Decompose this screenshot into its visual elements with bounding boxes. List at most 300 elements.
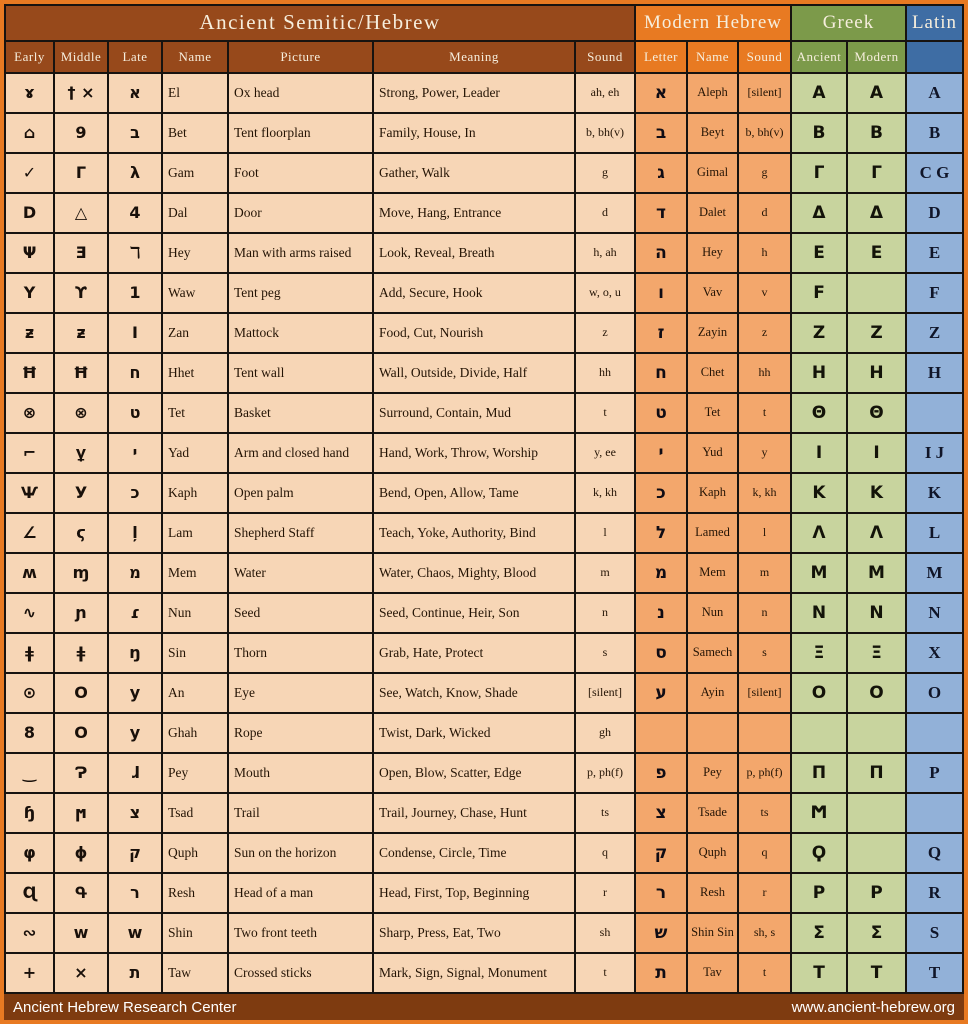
cell-mh_name-row10: Yud <box>688 434 737 472</box>
cell-late-row19: צ <box>109 794 161 832</box>
cell-picture-row19: Trail <box>229 794 372 832</box>
cell-picture-row16: Eye <box>229 674 372 712</box>
cell-mh_letter-row17 <box>636 714 686 752</box>
cell-sound-row10: y, ee <box>576 434 634 472</box>
cell-greek_ancient-row22: Σ <box>792 914 846 952</box>
cell-middle-row17: O <box>55 714 107 752</box>
cell-mh_sound-row14: n <box>739 594 790 632</box>
cell-mh_sound-row18: p, ph(f) <box>739 754 790 792</box>
cell-early-row23: + <box>6 954 53 992</box>
cell-late-row6: 1 <box>109 274 161 312</box>
cell-sound-row20: q <box>576 834 634 872</box>
cell-sound-row16: [silent] <box>576 674 634 712</box>
cell-picture-row8: Tent wall <box>229 354 372 392</box>
cell-sound-row12: l <box>576 514 634 552</box>
cell-greek_modern-row7: Z <box>848 314 905 352</box>
cell-sound-row1: ah, eh <box>576 74 634 112</box>
cell-middle-row19: ϻ <box>55 794 107 832</box>
cell-latin-row17 <box>907 714 962 752</box>
cell-name-row1: El <box>163 74 227 112</box>
cell-sound-row15: s <box>576 634 634 672</box>
cell-late-row20: ק <box>109 834 161 872</box>
cell-meaning-row23: Mark, Sign, Signal, Monument <box>374 954 574 992</box>
cell-middle-row10: ұ <box>55 434 107 472</box>
cell-late-row16: y <box>109 674 161 712</box>
cell-mh_name-row13: Mem <box>688 554 737 592</box>
cell-middle-row9: ⊗ <box>55 394 107 432</box>
cell-greek_modern-row21: Ρ <box>848 874 905 912</box>
cell-early-row20: φ <box>6 834 53 872</box>
cell-early-row18: ‿ <box>6 754 53 792</box>
cell-sound-row6: w, o, u <box>576 274 634 312</box>
cell-meaning-row19: Trail, Journey, Chase, Hunt <box>374 794 574 832</box>
cell-greek_modern-row16: O <box>848 674 905 712</box>
column-header-letter: Letter <box>636 42 686 72</box>
cell-early-row4: D <box>6 194 53 232</box>
cell-mh_name-row6: Vav <box>688 274 737 312</box>
cell-latin-row10: I J <box>907 434 962 472</box>
cell-middle-row13: ɱ <box>55 554 107 592</box>
cell-mh_letter-row20: ק <box>636 834 686 872</box>
footer-website: www.ancient-hebrew.org <box>791 998 955 1016</box>
cell-greek_ancient-row14: N <box>792 594 846 632</box>
cell-mh_sound-row10: y <box>739 434 790 472</box>
cell-sound-row17: gh <box>576 714 634 752</box>
cell-latin-row21: R <box>907 874 962 912</box>
cell-name-row8: Hhet <box>163 354 227 392</box>
cell-picture-row11: Open palm <box>229 474 372 512</box>
cell-middle-row7: ƶ <box>55 314 107 352</box>
cell-greek_modern-row18: Π <box>848 754 905 792</box>
cell-greek_modern-row22: Σ <box>848 914 905 952</box>
cell-name-row14: Nun <box>163 594 227 632</box>
column-header-early: Early <box>6 42 53 72</box>
cell-early-row21: Ɋ <box>6 874 53 912</box>
cell-picture-row15: Thorn <box>229 634 372 672</box>
cell-greek_modern-row6 <box>848 274 905 312</box>
column-header-latin-blank <box>907 42 962 72</box>
cell-mh_sound-row22: sh, s <box>739 914 790 952</box>
cell-greek_ancient-row11: K <box>792 474 846 512</box>
cell-greek_ancient-row5: E <box>792 234 846 272</box>
cell-picture-row20: Sun on the horizon <box>229 834 372 872</box>
cell-mh_letter-row21: ר <box>636 874 686 912</box>
cell-latin-row19 <box>907 794 962 832</box>
cell-greek_ancient-row19: Ϻ <box>792 794 846 832</box>
cell-name-row5: Hey <box>163 234 227 272</box>
cell-mh_letter-row18: פ <box>636 754 686 792</box>
cell-late-row11: כ <box>109 474 161 512</box>
cell-latin-row23: T <box>907 954 962 992</box>
cell-meaning-row2: Family, House, In <box>374 114 574 152</box>
cell-greek_ancient-row10: I <box>792 434 846 472</box>
cell-early-row3: ✓ <box>6 154 53 192</box>
alphabet-table <box>4 4 964 994</box>
cell-mh_sound-row4: d <box>739 194 790 232</box>
cell-middle-row20: ɸ <box>55 834 107 872</box>
cell-mh_name-row16: Ayin <box>688 674 737 712</box>
cell-name-row22: Shin <box>163 914 227 952</box>
cell-greek_ancient-row6: Ϝ <box>792 274 846 312</box>
cell-early-row17: 8 <box>6 714 53 752</box>
cell-name-row6: Waw <box>163 274 227 312</box>
section-title-ancient-semitic-hebrew: Ancient Semitic/Hebrew <box>6 6 634 40</box>
cell-early-row7: ƶ <box>6 314 53 352</box>
cell-greek_modern-row19 <box>848 794 905 832</box>
cell-middle-row23: × <box>55 954 107 992</box>
cell-early-row19: ɧ <box>6 794 53 832</box>
cell-meaning-row6: Add, Secure, Hook <box>374 274 574 312</box>
cell-middle-row6: ϒ <box>55 274 107 312</box>
cell-sound-row23: t <box>576 954 634 992</box>
cell-middle-row8: Ħ <box>55 354 107 392</box>
cell-mh_letter-row19: צ <box>636 794 686 832</box>
cell-meaning-row4: Move, Hang, Entrance <box>374 194 574 232</box>
cell-early-row22: ∾ <box>6 914 53 952</box>
cell-meaning-row9: Surround, Contain, Mud <box>374 394 574 432</box>
cell-late-row18: ɺ <box>109 754 161 792</box>
cell-meaning-row14: Seed, Continue, Heir, Son <box>374 594 574 632</box>
cell-latin-row4: D <box>907 194 962 232</box>
cell-mh_letter-row13: מ <box>636 554 686 592</box>
column-header-middle: Middle <box>55 42 107 72</box>
cell-mh_name-row1: Aleph <box>688 74 737 112</box>
cell-greek_ancient-row20: Ϙ <box>792 834 846 872</box>
cell-latin-row12: L <box>907 514 962 552</box>
cell-greek_ancient-row8: H <box>792 354 846 392</box>
footer-bar <box>4 994 964 1020</box>
cell-mh_name-row4: Dalet <box>688 194 737 232</box>
cell-name-row12: Lam <box>163 514 227 552</box>
cell-meaning-row13: Water, Chaos, Mighty, Blood <box>374 554 574 592</box>
cell-latin-row5: E <box>907 234 962 272</box>
section-title-greek: Greek <box>792 6 905 40</box>
cell-greek_modern-row13: M <box>848 554 905 592</box>
cell-mh_sound-row11: k, kh <box>739 474 790 512</box>
cell-name-row4: Dal <box>163 194 227 232</box>
cell-early-row12: ∠ <box>6 514 53 552</box>
cell-latin-row15: X <box>907 634 962 672</box>
column-header-sound: Sound <box>576 42 634 72</box>
cell-mh_sound-row8: hh <box>739 354 790 392</box>
cell-greek_ancient-row3: Γ <box>792 154 846 192</box>
cell-greek_modern-row17 <box>848 714 905 752</box>
cell-meaning-row12: Teach, Yoke, Authority, Bind <box>374 514 574 552</box>
cell-meaning-row3: Gather, Walk <box>374 154 574 192</box>
cell-sound-row21: r <box>576 874 634 912</box>
cell-early-row2: ⌂ <box>6 114 53 152</box>
cell-name-row13: Mem <box>163 554 227 592</box>
cell-mh_name-row19: Tsade <box>688 794 737 832</box>
cell-mh_sound-row17 <box>739 714 790 752</box>
cell-meaning-row21: Head, First, Top, Beginning <box>374 874 574 912</box>
cell-late-row22: ᴡ <box>109 914 161 952</box>
cell-picture-row17: Rope <box>229 714 372 752</box>
cell-mh_letter-row16: ע <box>636 674 686 712</box>
cell-middle-row2: 9 <box>55 114 107 152</box>
cell-late-row9: ט <box>109 394 161 432</box>
cell-middle-row3: Γ <box>55 154 107 192</box>
cell-sound-row11: k, kh <box>576 474 634 512</box>
cell-sound-row8: hh <box>576 354 634 392</box>
cell-mh_sound-row21: r <box>739 874 790 912</box>
cell-latin-row6: F <box>907 274 962 312</box>
cell-mh_name-row23: Tav <box>688 954 737 992</box>
cell-early-row6: Y <box>6 274 53 312</box>
cell-name-row19: Tsad <box>163 794 227 832</box>
cell-middle-row21: Գ <box>55 874 107 912</box>
cell-mh_letter-row4: ד <box>636 194 686 232</box>
cell-middle-row1: † × <box>55 74 107 112</box>
cell-sound-row19: ts <box>576 794 634 832</box>
cell-mh_name-row18: Pey <box>688 754 737 792</box>
cell-mh_sound-row13: m <box>739 554 790 592</box>
cell-middle-row4: △ <box>55 194 107 232</box>
cell-middle-row11: У <box>55 474 107 512</box>
cell-greek_modern-row20 <box>848 834 905 872</box>
cell-name-row18: Pey <box>163 754 227 792</box>
cell-mh_name-row9: Tet <box>688 394 737 432</box>
cell-mh_name-row3: Gimal <box>688 154 737 192</box>
cell-mh_letter-row5: ה <box>636 234 686 272</box>
cell-mh_letter-row2: ב <box>636 114 686 152</box>
cell-greek_ancient-row23: Τ <box>792 954 846 992</box>
cell-meaning-row20: Condense, Circle, Time <box>374 834 574 872</box>
cell-picture-row5: Man with arms raised <box>229 234 372 272</box>
cell-name-row10: Yad <box>163 434 227 472</box>
cell-mh_letter-row1: א <box>636 74 686 112</box>
cell-late-row10: י <box>109 434 161 472</box>
section-title-modern-hebrew: Modern Hebrew <box>636 6 790 40</box>
cell-meaning-row22: Sharp, Press, Eat, Two <box>374 914 574 952</box>
cell-middle-row15: ǂ <box>55 634 107 672</box>
cell-late-row23: ת <box>109 954 161 992</box>
cell-mh_letter-row11: כ <box>636 474 686 512</box>
cell-latin-row20: Q <box>907 834 962 872</box>
cell-meaning-row8: Wall, Outside, Divide, Half <box>374 354 574 392</box>
column-header-name: Name <box>163 42 227 72</box>
cell-mh_letter-row6: ו <box>636 274 686 312</box>
cell-name-row2: Bet <box>163 114 227 152</box>
cell-meaning-row7: Food, Cut, Nourish <box>374 314 574 352</box>
cell-latin-row18: P <box>907 754 962 792</box>
cell-mh_name-row22: Shin Sin <box>688 914 737 952</box>
cell-greek_ancient-row18: Π <box>792 754 846 792</box>
cell-late-row7: I <box>109 314 161 352</box>
cell-greek_modern-row2: B <box>848 114 905 152</box>
cell-sound-row22: sh <box>576 914 634 952</box>
cell-mh_name-row7: Zayin <box>688 314 737 352</box>
cell-latin-row16: O <box>907 674 962 712</box>
cell-meaning-row16: See, Watch, Know, Shade <box>374 674 574 712</box>
cell-greek_modern-row9: Θ <box>848 394 905 432</box>
cell-greek_ancient-row15: Ξ <box>792 634 846 672</box>
cell-latin-row7: Z <box>907 314 962 352</box>
cell-mh_letter-row7: ז <box>636 314 686 352</box>
cell-greek_ancient-row4: Δ <box>792 194 846 232</box>
cell-mh_letter-row9: ט <box>636 394 686 432</box>
cell-sound-row9: t <box>576 394 634 432</box>
cell-middle-row14: ɲ <box>55 594 107 632</box>
cell-mh_sound-row3: g <box>739 154 790 192</box>
cell-name-row20: Quph <box>163 834 227 872</box>
cell-mh_letter-row14: נ <box>636 594 686 632</box>
cell-name-row7: Zan <box>163 314 227 352</box>
cell-mh_sound-row6: v <box>739 274 790 312</box>
cell-mh_letter-row15: ס <box>636 634 686 672</box>
cell-middle-row22: w <box>55 914 107 952</box>
cell-greek_ancient-row21: Ρ <box>792 874 846 912</box>
cell-sound-row13: m <box>576 554 634 592</box>
cell-mh_sound-row15: s <box>739 634 790 672</box>
cell-mh_sound-row9: t <box>739 394 790 432</box>
cell-latin-row13: M <box>907 554 962 592</box>
cell-sound-row7: z <box>576 314 634 352</box>
cell-mh_name-row11: Kaph <box>688 474 737 512</box>
cell-picture-row22: Two front teeth <box>229 914 372 952</box>
cell-late-row12: ļ <box>109 514 161 552</box>
cell-name-row15: Sin <box>163 634 227 672</box>
cell-mh_name-row14: Nun <box>688 594 737 632</box>
cell-early-row16: ⊙ <box>6 674 53 712</box>
section-title-latin: Latin <box>907 6 962 40</box>
cell-early-row8: Ħ <box>6 354 53 392</box>
cell-picture-row4: Door <box>229 194 372 232</box>
cell-greek_ancient-row9: Θ <box>792 394 846 432</box>
cell-mh_sound-row5: h <box>739 234 790 272</box>
cell-picture-row7: Mattock <box>229 314 372 352</box>
cell-greek_ancient-row1: A <box>792 74 846 112</box>
cell-picture-row9: Basket <box>229 394 372 432</box>
cell-latin-row9 <box>907 394 962 432</box>
cell-name-row11: Kaph <box>163 474 227 512</box>
cell-name-row23: Taw <box>163 954 227 992</box>
cell-greek_ancient-row12: Λ <box>792 514 846 552</box>
cell-greek_modern-row23: Τ <box>848 954 905 992</box>
cell-greek_ancient-row13: M <box>792 554 846 592</box>
cell-sound-row2: b, bh(v) <box>576 114 634 152</box>
cell-latin-row2: B <box>907 114 962 152</box>
cell-picture-row21: Head of a man <box>229 874 372 912</box>
cell-mh_name-row15: Samech <box>688 634 737 672</box>
cell-mh_sound-row12: l <box>739 514 790 552</box>
cell-greek_ancient-row16: O <box>792 674 846 712</box>
cell-name-row3: Gam <box>163 154 227 192</box>
cell-mh_letter-row22: ש <box>636 914 686 952</box>
column-header-late: Late <box>109 42 161 72</box>
cell-mh_name-row21: Resh <box>688 874 737 912</box>
cell-picture-row12: Shepherd Staff <box>229 514 372 552</box>
cell-latin-row8: H <box>907 354 962 392</box>
column-header-greek-ancient: Ancient <box>792 42 846 72</box>
column-header-picture: Picture <box>229 42 372 72</box>
cell-latin-row14: N <box>907 594 962 632</box>
cell-latin-row22: S <box>907 914 962 952</box>
cell-picture-row2: Tent floorplan <box>229 114 372 152</box>
cell-greek_modern-row8: H <box>848 354 905 392</box>
cell-greek_modern-row14: N <box>848 594 905 632</box>
cell-mh_name-row2: Beyt <box>688 114 737 152</box>
cell-latin-row1: A <box>907 74 962 112</box>
cell-early-row5: Ψ <box>6 234 53 272</box>
cell-picture-row3: Foot <box>229 154 372 192</box>
cell-middle-row12: ϛ <box>55 514 107 552</box>
cell-early-row13: ʍ <box>6 554 53 592</box>
cell-greek_modern-row11: K <box>848 474 905 512</box>
cell-greek_modern-row1: A <box>848 74 905 112</box>
cell-mh_sound-row16: [silent] <box>739 674 790 712</box>
cell-meaning-row11: Bend, Open, Allow, Tame <box>374 474 574 512</box>
cell-mh_sound-row1: [silent] <box>739 74 790 112</box>
cell-late-row1: א <box>109 74 161 112</box>
cell-mh_letter-row10: י <box>636 434 686 472</box>
cell-latin-row3: C G <box>907 154 962 192</box>
cell-mh_sound-row23: t <box>739 954 790 992</box>
cell-early-row11: Ѱ <box>6 474 53 512</box>
column-header-mh-name: Name <box>688 42 737 72</box>
cell-picture-row1: Ox head <box>229 74 372 112</box>
cell-mh_letter-row23: ת <box>636 954 686 992</box>
cell-late-row21: ר <box>109 874 161 912</box>
cell-late-row15: ŋ <box>109 634 161 672</box>
cell-greek_modern-row10: I <box>848 434 905 472</box>
column-header-greek-modern: Modern <box>848 42 905 72</box>
cell-picture-row10: Arm and closed hand <box>229 434 372 472</box>
column-header-meaning: Meaning <box>374 42 574 72</box>
cell-middle-row16: O <box>55 674 107 712</box>
cell-early-row15: ǂ <box>6 634 53 672</box>
cell-early-row1: ɤ <box>6 74 53 112</box>
cell-greek_ancient-row7: Z <box>792 314 846 352</box>
cell-latin-row11: K <box>907 474 962 512</box>
cell-mh_name-row17 <box>688 714 737 752</box>
cell-late-row17: y <box>109 714 161 752</box>
cell-name-row9: Tet <box>163 394 227 432</box>
cell-late-row3: λ <box>109 154 161 192</box>
cell-mh_letter-row12: ל <box>636 514 686 552</box>
cell-mh_name-row8: Chet <box>688 354 737 392</box>
cell-greek_modern-row12: Λ <box>848 514 905 552</box>
cell-meaning-row10: Hand, Work, Throw, Worship <box>374 434 574 472</box>
cell-mh_sound-row7: z <box>739 314 790 352</box>
cell-early-row9: ⊗ <box>6 394 53 432</box>
cell-sound-row3: g <box>576 154 634 192</box>
cell-sound-row5: h, ah <box>576 234 634 272</box>
cell-greek_modern-row4: Δ <box>848 194 905 232</box>
cell-meaning-row15: Grab, Hate, Protect <box>374 634 574 672</box>
cell-early-row14: ∿ <box>6 594 53 632</box>
cell-greek_modern-row5: E <box>848 234 905 272</box>
cell-meaning-row18: Open, Blow, Scatter, Edge <box>374 754 574 792</box>
cell-mh_sound-row19: ts <box>739 794 790 832</box>
cell-picture-row14: Seed <box>229 594 372 632</box>
cell-picture-row6: Tent peg <box>229 274 372 312</box>
cell-early-row10: ⌐ <box>6 434 53 472</box>
cell-sound-row18: p, ph(f) <box>576 754 634 792</box>
cell-sound-row4: d <box>576 194 634 232</box>
cell-late-row2: ב <box>109 114 161 152</box>
cell-picture-row18: Mouth <box>229 754 372 792</box>
cell-mh_name-row12: Lamed <box>688 514 737 552</box>
cell-middle-row5: Ǝ <box>55 234 107 272</box>
cell-mh_letter-row8: ח <box>636 354 686 392</box>
cell-meaning-row1: Strong, Power, Leader <box>374 74 574 112</box>
cell-greek_ancient-row17 <box>792 714 846 752</box>
cell-meaning-row5: Look, Reveal, Breath <box>374 234 574 272</box>
cell-late-row8: ח <box>109 354 161 392</box>
cell-late-row4: 4 <box>109 194 161 232</box>
cell-late-row5: ℸ <box>109 234 161 272</box>
